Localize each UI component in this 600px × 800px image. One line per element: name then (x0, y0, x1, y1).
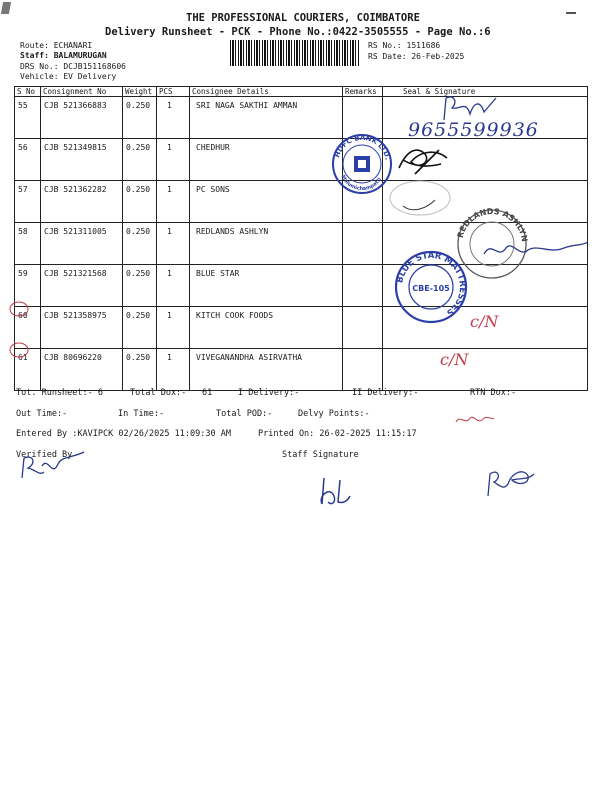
staff-label: Staff: (20, 51, 49, 60)
cell-sno: 58 (15, 223, 41, 265)
total-dox-value: 61 (202, 388, 213, 398)
cell-consignment: CJB 521321568 (41, 265, 123, 307)
cell-consignee: CHEDHUR (190, 139, 343, 181)
barcode (230, 40, 360, 66)
cell-pcs: 1 (157, 307, 190, 349)
redlands-stamp-name: REDLANDS ASHLYN (455, 206, 530, 243)
rs-number: RS No.: 1511686 (368, 41, 441, 50)
cell-consignment: CJB 521358975 (41, 307, 123, 349)
cell-consignment: CJB 80696220 (41, 349, 123, 391)
handwritten-phone: 9655599936 (408, 119, 539, 141)
right-signature (484, 462, 536, 500)
cell-weight: 0.250 (123, 307, 157, 349)
cell-consignment: CJB 521311005 (41, 223, 123, 265)
col-weight: Weight (123, 87, 157, 97)
corner-mark (1, 2, 11, 14)
cell-consignee: KITCH COOK FOODS (190, 307, 343, 349)
staff-row (20, 51, 107, 60)
cell-weight: 0.250 (123, 223, 157, 265)
bluestar-stamp-name: BLUE STAR MATTRESSES (395, 250, 468, 318)
col-consignee: Consignee Details (190, 87, 343, 97)
cell-sno: 56 (15, 139, 41, 181)
verified-by: Verified By (16, 450, 73, 460)
col-sno: S No (15, 87, 41, 97)
cell-weight: 0.250 (123, 349, 157, 391)
runsheet-subtitle: Delivery Runsheet - PCK - Phone No.:0422-3505555 - Page No.:6 (105, 26, 491, 38)
out-time: Out Time:- (16, 409, 68, 419)
cell-pcs: 1 (157, 181, 190, 223)
cell-consignee: REDLANDS ASHLYN (190, 223, 343, 265)
cell-sno: 59 (15, 265, 41, 307)
cell-weight: 0.250 (123, 265, 157, 307)
company-title: THE PROFESSIONAL COURIERS, COIMBATORE (186, 12, 420, 24)
drs-number: DRS No.: DCJB151168606 (20, 62, 126, 71)
cell-weight: 0.250 (123, 139, 157, 181)
handwritten-cn-61: c/N (440, 350, 469, 369)
total-pod: Total POD:- (216, 409, 273, 419)
col-pcs: PCS (157, 87, 190, 97)
cell-remarks (343, 349, 383, 391)
cell-sno: 55 (15, 97, 41, 139)
verified-signature (18, 448, 88, 484)
cell-weight: 0.250 (123, 97, 157, 139)
staff-signature-label: Staff Signature (282, 450, 359, 460)
col-seal: Seal & Signature (383, 87, 588, 97)
cell-sno: 60 (15, 307, 41, 349)
hdfc-stamp-name: HDFC BANK LTD. (333, 133, 392, 161)
faint-stamp (385, 178, 455, 218)
table-row (15, 349, 588, 391)
cell-remarks (343, 265, 383, 307)
rtn-dox: RTN Dox:- (470, 388, 517, 398)
cell-weight: 0.250 (123, 181, 157, 223)
staff-signature (314, 474, 354, 508)
corner-mark-right (566, 12, 576, 14)
cell-signature (383, 349, 588, 391)
table-row (15, 307, 588, 349)
cell-consignee: VIVEGANANDHA ASIRVATHA (190, 349, 343, 391)
vehicle: Vehicle: EV Delivery (20, 72, 117, 81)
hdfc-stamp-branch: Malumichampatti (339, 174, 383, 193)
signature-row56 (395, 140, 455, 180)
cell-consignee: SRI NAGA SAKTHI AMMAN (190, 97, 343, 139)
total-dox-label: Total Dox:- (130, 388, 187, 398)
cell-sno: 57 (15, 181, 41, 223)
cell-pcs: 1 (157, 139, 190, 181)
cell-consignment: CJB 521349815 (41, 139, 123, 181)
cell-consignee: BLUE STAR (190, 265, 343, 307)
handwritten-cn-60: c/N (470, 312, 499, 331)
cell-pcs: 1 (157, 97, 190, 139)
staff-name: BALAMURUGAN (53, 51, 107, 60)
rs-date: RS Date: 26-Feb-2025 (368, 52, 465, 61)
total-runsheet: Tot. Runsheet:- 6 (16, 388, 103, 398)
col-remarks: Remarks (343, 87, 383, 97)
in-time: In Time:- (118, 409, 165, 419)
cell-pcs: 1 (157, 265, 190, 307)
cell-pcs: 1 (157, 349, 190, 391)
red-mark (452, 412, 496, 428)
col-consignment: Consignment No (41, 87, 123, 97)
serial-circles (6, 298, 36, 368)
circle-mark-60 (10, 302, 28, 316)
cell-remarks (343, 307, 383, 349)
circle-mark-61 (10, 343, 28, 357)
entered-by: Entered By :KAVIPCK 02/26/2025 11:09:30 AM (16, 429, 231, 439)
cell-sno: 61 (15, 349, 41, 391)
cell-pcs: 1 (157, 223, 190, 265)
signature-row58 (480, 236, 590, 266)
i-delivery: I Delivery:- (238, 388, 300, 398)
ii-delivery: II Delivery:- (352, 388, 419, 398)
printed-on: Printed On: 26-02-2025 11:15:17 (258, 429, 417, 439)
table-header-row (15, 87, 588, 97)
cell-consignment: CJB 521366883 (41, 97, 123, 139)
delivery-points: Delvy Points:- (298, 409, 370, 419)
cell-consignment: CJB 521362282 (41, 181, 123, 223)
bluestar-stamp-code: CBE-105 (412, 284, 450, 293)
route: Route: ECHANARI (20, 41, 93, 50)
table-row (15, 139, 588, 181)
cell-consignee: PC SONS (190, 181, 343, 223)
bluestar-stamp (392, 248, 470, 326)
cell-remarks (343, 223, 383, 265)
